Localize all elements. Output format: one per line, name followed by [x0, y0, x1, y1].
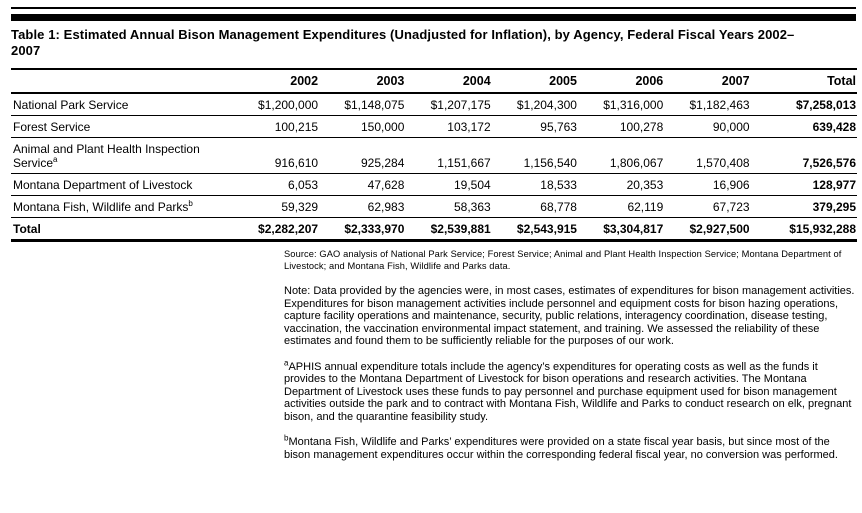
value-cell: $1,204,300: [492, 93, 578, 116]
agency-name: Montana Fish, Wildlife and Parks: [13, 200, 189, 214]
value-cell: 1,806,067: [578, 138, 664, 174]
total-value-cell: $3,304,817: [578, 218, 664, 241]
source-note: Source: GAO analysis of National Park Service; Forest Service; Animal and Plant Health Inspection Service; Montana Department of Livestock; and Montana Fish, Wildlife and Parks data.: [284, 249, 842, 271]
table-row: [11, 174, 857, 196]
value-cell: 100,278: [578, 116, 664, 138]
column-header-2006: 2006: [578, 69, 664, 93]
column-header-2007: 2007: [664, 69, 750, 93]
value-cell: 925,284: [319, 138, 405, 174]
value-cell: $1,200,000: [233, 93, 319, 116]
column-header-2005: 2005: [492, 69, 578, 93]
agency-cell: [11, 138, 233, 174]
column-header-2004: 2004: [405, 69, 491, 93]
column-header-2003: 2003: [319, 69, 405, 93]
value-cell: 150,000: [319, 116, 405, 138]
expenditures-table: [11, 68, 857, 242]
value-cell: 6,053: [233, 174, 319, 196]
top-rule: [11, 7, 856, 9]
value-cell: $1,148,075: [319, 93, 405, 116]
value-cell: 59,329: [233, 196, 319, 218]
value-cell: 68,778: [492, 196, 578, 218]
value-cell: 100,215: [233, 116, 319, 138]
footnote-b: [284, 433, 857, 461]
value-cell: 95,763: [492, 116, 578, 138]
table-header-row: [11, 69, 857, 93]
value-cell: 67,723: [664, 196, 750, 218]
footnote-b-marker: b: [284, 433, 289, 443]
agency-cell: [11, 93, 233, 116]
footnote-b-text: Montana Fish, Wildlife and Parks’ expenditures were provided on a state fiscal year basis, but since most of the bison management expenditures occur within the corresponding federal fiscal year, no conversion was performed.: [284, 436, 838, 461]
value-cell: 58,363: [405, 196, 491, 218]
column-header-2002: 2002: [233, 69, 319, 93]
column-header-agency: [11, 69, 233, 93]
value-cell: 916,610: [233, 138, 319, 174]
total-value-cell: $2,927,500: [664, 218, 750, 241]
footnote-marker: a: [53, 155, 58, 164]
agency-name: Montana Department of Livestock: [13, 178, 193, 192]
footnote-a: [284, 357, 857, 424]
column-header-total: Total: [751, 69, 857, 93]
table-row: [11, 116, 857, 138]
row-total-cell: 128,977: [751, 174, 857, 196]
value-cell: 62,983: [319, 196, 405, 218]
agency-name: Animal and Plant Health Inspection Service: [13, 142, 200, 170]
footnote-a-text: APHIS annual expenditure totals include the agency’s expenditures for operating costs as well as the funds it provides to the Montana Department of Livestock for bison operations and research activities. The Montana Department of Livestock uses these funds to pay personnel and purchase equipment used for bison management activities outside the park and to contract with Montana Fish, Wildlife and Parks to conduct research on elk, pregnant bison, and the quarantine feasibility study.: [284, 360, 852, 423]
general-note: Note: Data provided by the agencies were, in most cases, estimates of expenditures for bison management activities. Expenditures for bison management activities include personnel and equipment costs for bison hazing operations, capture facility operations and maintenance, security, public relations, interagency coordination, disease testing, vaccination, the vaccination environmental impact statement, and training. We assessed the reliability of these estimates and found them to be sufficiently reliable for the purposes of our work.: [284, 285, 855, 347]
agency-name: National Park Service: [13, 98, 129, 112]
table-row: [11, 196, 857, 218]
value-cell: 47,628: [319, 174, 405, 196]
value-cell: 90,000: [664, 116, 750, 138]
grand-total-cell: $15,932,288: [751, 218, 857, 241]
table-title: Table 1: Estimated Annual Bison Management Expenditures (Unadjusted for Inflation), by Agency, Federal Fiscal Years 2002–2007: [11, 27, 795, 58]
total-value-cell: $2,282,207: [233, 218, 319, 241]
footnote-a-marker: a: [284, 357, 289, 367]
value-cell: 20,353: [578, 174, 664, 196]
notes-section: [284, 249, 857, 461]
row-total-cell: $7,258,013: [751, 93, 857, 116]
table-row: [11, 93, 857, 116]
value-cell: 1,156,540: [492, 138, 578, 174]
agency-name: Forest Service: [13, 120, 91, 134]
value-cell: 62,119: [578, 196, 664, 218]
value-cell: 103,172: [405, 116, 491, 138]
title-bar-rule: [11, 14, 856, 21]
agency-cell: [11, 116, 233, 138]
total-row-label: Total: [11, 218, 233, 241]
table-row: [11, 138, 857, 174]
value-cell: $1,182,463: [664, 93, 750, 116]
total-value-cell: $2,333,970: [319, 218, 405, 241]
row-total-cell: 7,526,576: [751, 138, 857, 174]
value-cell: 18,533: [492, 174, 578, 196]
value-cell: 19,504: [405, 174, 491, 196]
total-value-cell: $2,539,881: [405, 218, 491, 241]
value-cell: 1,570,408: [664, 138, 750, 174]
value-cell: 1,151,667: [405, 138, 491, 174]
value-cell: $1,316,000: [578, 93, 664, 116]
agency-cell: [11, 174, 233, 196]
table-total-row: [11, 218, 857, 241]
footnote-marker: b: [188, 199, 193, 208]
total-value-cell: $2,543,915: [492, 218, 578, 241]
row-total-cell: 639,428: [751, 116, 857, 138]
agency-cell: [11, 196, 233, 218]
value-cell: $1,207,175: [405, 93, 491, 116]
value-cell: 16,906: [664, 174, 750, 196]
row-total-cell: 379,295: [751, 196, 857, 218]
